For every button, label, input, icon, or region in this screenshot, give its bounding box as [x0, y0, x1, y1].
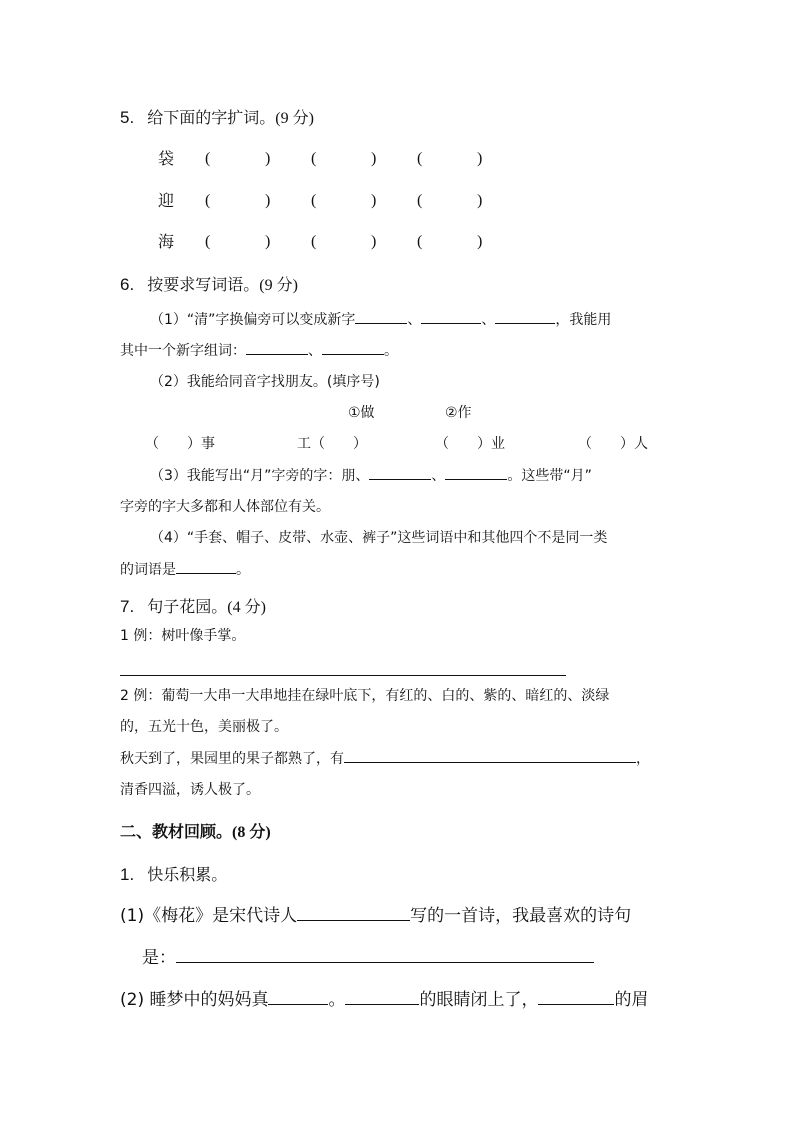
q7-example-2-line2: 的，五光十色，美丽极了。: [120, 719, 288, 735]
q5-open-paren: (: [417, 150, 423, 167]
sec2-q1-heading: [120, 866, 227, 883]
answer-blank[interactable]: [246, 353, 308, 355]
answer-blank[interactable]: [445, 478, 507, 480]
section2-title: 二、教材回顾。: [120, 822, 233, 841]
q6-part2: （2）我能给同音字找朋友。(填序号): [150, 374, 380, 390]
q6-part1-line2: 其中一个新字组词： 、 。: [120, 343, 398, 359]
q5-close-paren: ): [265, 192, 271, 209]
q5-close-paren: ): [371, 192, 377, 209]
q7-sentence-line1: 秋天到了，果园里的果子都熟了，有 ，: [120, 751, 650, 767]
q7-example-1: 1 例：树叶像手掌。: [120, 628, 246, 644]
q6-fill-3: （ ）业: [435, 436, 505, 452]
answer-blank[interactable]: [297, 919, 410, 921]
q5-title: 给下面的字扩词。: [147, 108, 276, 127]
q5-close-paren: ): [477, 192, 483, 209]
q6-score: (9 分): [259, 277, 298, 294]
q6-number: 6.: [120, 275, 135, 294]
answer-blank[interactable]: [176, 961, 594, 963]
answer-blank[interactable]: [344, 761, 636, 763]
q7-sentence-line2: 清香四溢，诱人极了。: [120, 782, 260, 798]
q5-char-3: 海: [158, 232, 175, 251]
answer-blank[interactable]: [369, 478, 431, 480]
q6-part3-line1: （3）我能写出“月”字旁的字：朋、 、 。这些带“月”: [150, 468, 592, 484]
sec2-q1-title: 快乐积累。: [147, 865, 228, 884]
q5-close-paren: ): [371, 233, 377, 250]
q5-open-paren: (: [417, 233, 423, 250]
sec2-q1-number: 1.: [120, 865, 135, 884]
q5-heading: [120, 109, 314, 127]
section2-score: (8 分): [232, 824, 271, 841]
q5-close-paren: ): [265, 150, 271, 167]
q5-open-paren: (: [205, 192, 211, 209]
answer-blank[interactable]: [345, 1003, 419, 1005]
q5-open-paren: (: [311, 192, 317, 209]
q5-close-paren: ): [371, 150, 377, 167]
q6-part4-line1: （4）“手套、帽子、皮带、水壶、裤子”这些词语中和其他四个不是同一类: [150, 530, 608, 546]
section2-heading: [120, 824, 271, 841]
q5-close-paren: ): [477, 233, 483, 250]
q6-fill-1: （ ）事: [145, 436, 215, 452]
q5-open-paren: (: [205, 233, 211, 250]
answer-blank[interactable]: [176, 572, 236, 574]
q7-heading: [120, 598, 266, 616]
answer-blank[interactable]: [495, 322, 555, 324]
q5-char-1: 袋: [158, 149, 175, 168]
q5-open-paren: (: [205, 150, 211, 167]
q6-fill-2: 工（ ）: [297, 436, 367, 452]
q7-title: 句子花园。: [147, 597, 228, 616]
answer-blank[interactable]: [538, 1003, 614, 1005]
q6-option-2: ②作: [445, 405, 472, 421]
q5-char-2: 迎: [158, 191, 175, 210]
q6-title: 按要求写词语。: [147, 275, 260, 294]
q7-answer-line[interactable]: [120, 675, 566, 676]
q5-open-paren: (: [417, 192, 423, 209]
answer-blank[interactable]: [421, 322, 481, 324]
sec2-item1-line1: (1)《梅花》是宋代诗人 写的一首诗，我最喜欢的诗句: [120, 906, 632, 926]
q5-score: (9 分): [275, 110, 314, 127]
answer-blank[interactable]: [322, 353, 384, 355]
q5-close-paren: ): [265, 233, 271, 250]
answer-blank[interactable]: [355, 322, 407, 324]
q5-open-paren: (: [311, 150, 317, 167]
q6-option-1: ①做: [348, 405, 375, 421]
q7-score: (4 分): [227, 599, 266, 616]
q5-open-paren: (: [311, 233, 317, 250]
answer-blank[interactable]: [268, 1003, 328, 1005]
q7-example-2-line1: 2 例：葡萄一大串一大串地挂在绿叶底下，有红的、白的、紫的、暗红的、淡绿: [120, 688, 610, 704]
q6-fill-4: （ ）人: [578, 436, 648, 452]
q6-part1-line1: （1）“清”字换偏旁可以变成新字 、 、 ，我能用: [150, 312, 612, 328]
q6-part3-line2: 字旁的字大多都和人体部位有关。: [120, 499, 330, 515]
q5-number: 5.: [120, 108, 135, 127]
q5-close-paren: ): [477, 150, 483, 167]
q6-part4-line2: 的词语是 。: [120, 562, 250, 578]
sec2-item2: (2) 睡梦中的妈妈真 。 的眼睛闭上了， 的眉: [120, 990, 649, 1010]
sec2-item1-line2: 是：: [142, 950, 594, 967]
q7-number: 7.: [120, 597, 135, 616]
q6-heading: [120, 276, 298, 294]
